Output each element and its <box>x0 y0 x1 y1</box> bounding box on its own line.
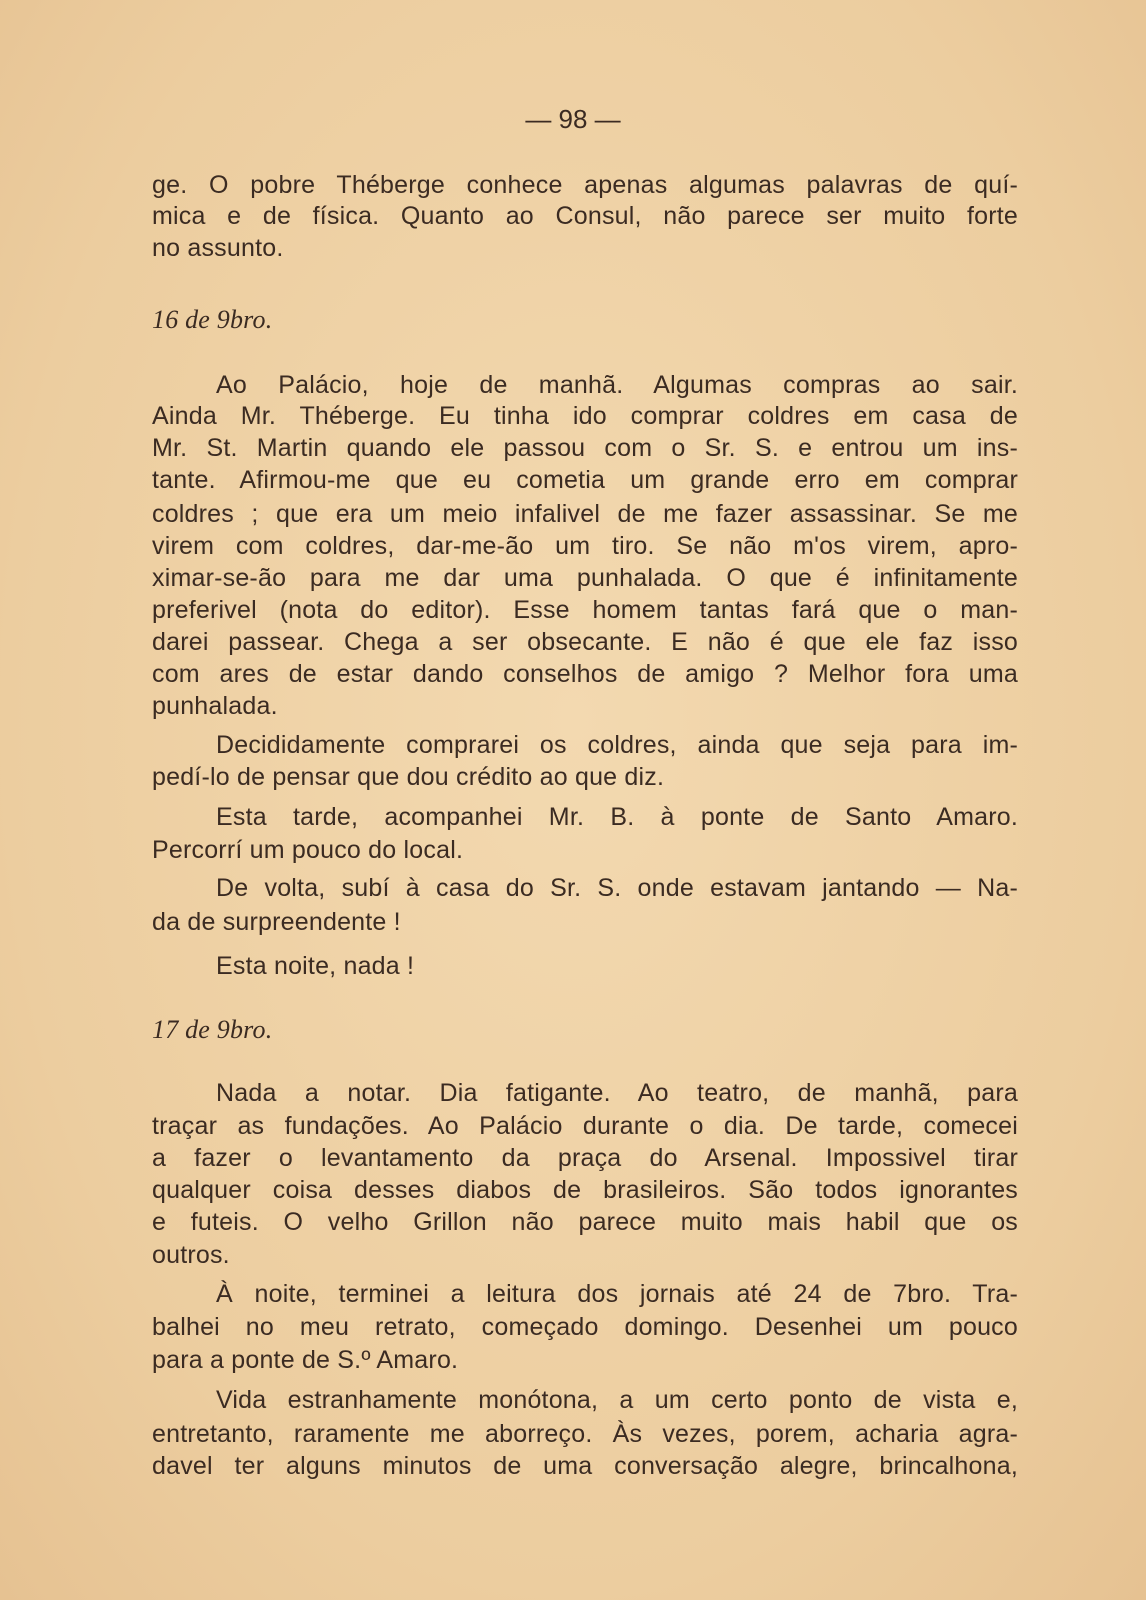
text-line: virem com coldres, dar-me-ão um tiro. Se não m'os virem, apro- <box>152 532 1018 560</box>
text-line: mica e de física. Quanto ao Consul, não parece ser muito forte <box>152 202 1018 230</box>
text-line: Percorrí um pouco do local. <box>152 836 464 864</box>
date-heading: 16 de 9bro. <box>152 305 273 334</box>
text-line: Ao Palácio, hoje de manhã. Algumas compras ao sair. <box>216 371 1018 399</box>
page-number: — 98 — <box>525 104 621 134</box>
text-line: ge. O pobre Théberge conhece apenas algumas palavras de quí- <box>152 171 1018 199</box>
text-line: e futeis. O velho Grillon não parece muito mais habil que os <box>152 1208 1018 1236</box>
text-line: De volta, subí à casa do Sr. S. onde estavam jantando — Na- <box>216 874 1018 902</box>
text-line: entretanto, raramente me aborreço. Às vezes, porem, acharia agra- <box>152 1420 1018 1448</box>
text-line: traçar as fundações. Ao Palácio durante o dia. De tarde, comecei <box>152 1112 1018 1140</box>
text-line: Esta noite, nada ! <box>216 952 415 980</box>
text-line: a fazer o levantamento da praça do Arsenal. Impossivel tirar <box>152 1144 1018 1172</box>
text-line: ximar-se-ão para me dar uma punhalada. O que é infinitamente <box>152 564 1018 592</box>
text-line: preferivel (nota do editor). Esse homem tantas fará que o man- <box>152 596 1018 624</box>
text-line: Decididamente comprarei os coldres, ainda que seja para im- <box>216 731 1018 759</box>
text-line: para a ponte de S.º Amaro. <box>152 1346 459 1374</box>
text-line: da de surpreendente ! <box>152 908 401 936</box>
text-line: com ares de estar dando conselhos de amigo ? Melhor fora uma <box>152 660 1018 688</box>
text-line: qualquer coisa desses diabos de brasileiros. São todos ignorantes <box>152 1176 1018 1204</box>
date-heading: 17 de 9bro. <box>152 1015 273 1044</box>
text-line: outros. <box>152 1241 230 1269</box>
text-line: Vida estranhamente monótona, a um certo ponto de vista e, <box>216 1386 1018 1414</box>
text-line: davel ter alguns minutos de uma conversação alegre, brincalhona, <box>152 1452 1018 1480</box>
text-line: coldres ; que era um meio infalivel de me fazer assassinar. Se me <box>152 500 1018 528</box>
text-line: tante. Afirmou-me que eu cometia um grande erro em comprar <box>152 466 1018 494</box>
text-line: pedí-lo de pensar que dou crédito ao que diz. <box>152 763 665 791</box>
text-line: darei passear. Chega a ser obsecante. E não é que ele faz isso <box>152 628 1018 656</box>
text-line: punhalada. <box>152 692 278 720</box>
text-line: À noite, terminei a leitura dos jornais até 24 de 7bro. Tra- <box>216 1280 1018 1308</box>
text-line: no assunto. <box>152 234 284 262</box>
text-line: Nada a notar. Dia fatigante. Ao teatro, de manhã, para <box>216 1079 1018 1107</box>
text-line: Esta tarde, acompanhei Mr. B. à ponte de Santo Amaro. <box>216 803 1018 831</box>
text-line: Ainda Mr. Théberge. Eu tinha ido comprar coldres em casa de <box>152 402 1018 430</box>
text-line: balhei no meu retrato, começado domingo. Desenhei um pouco <box>152 1313 1018 1341</box>
text-line: Mr. St. Martin quando ele passou com o Sr. S. e entrou um ins- <box>152 434 1018 462</box>
